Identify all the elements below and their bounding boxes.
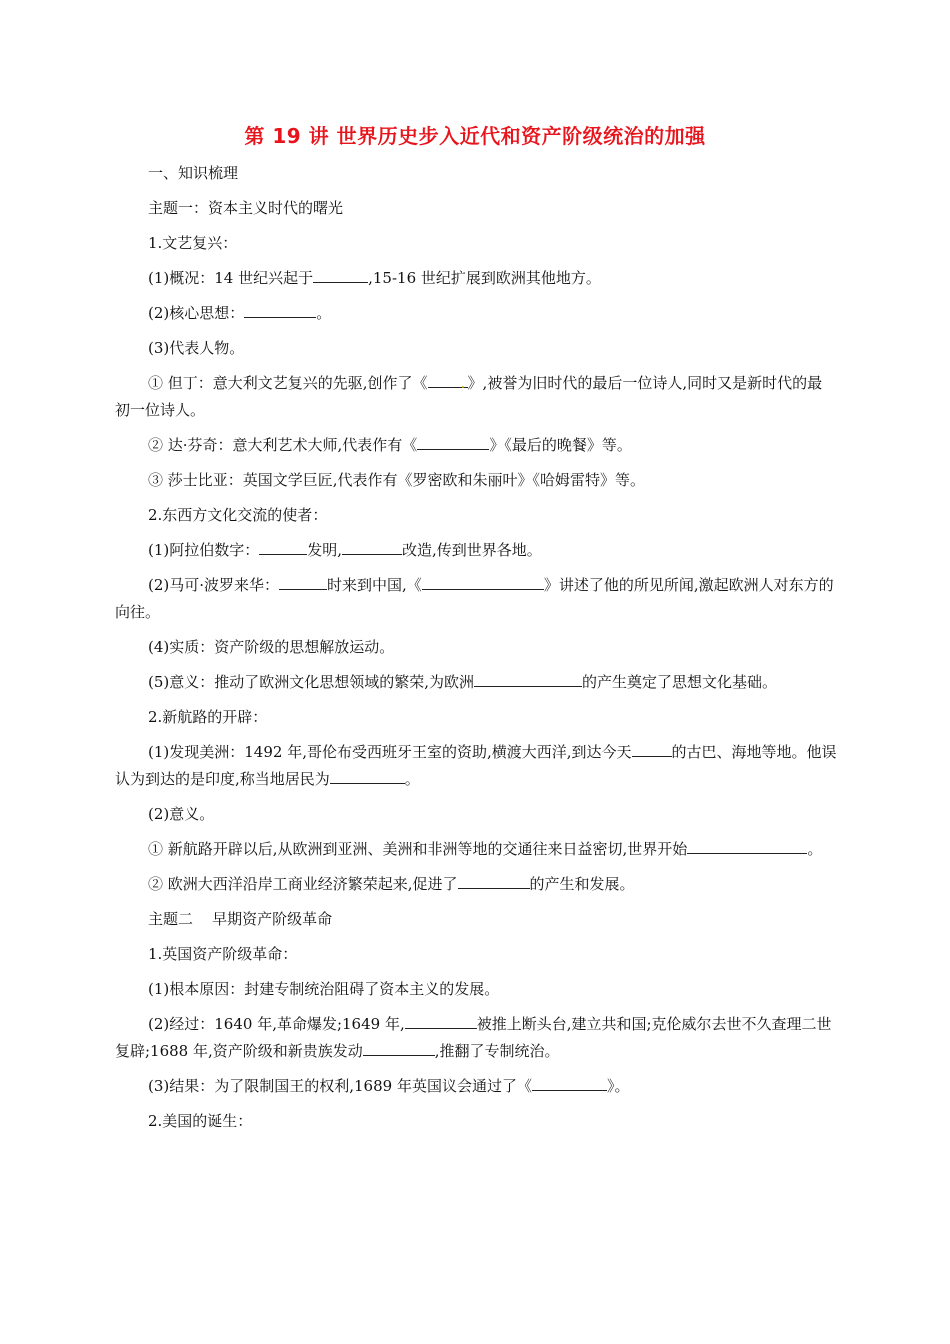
text: ② 达·芬奇：意大利艺术大师,代表作有《 — [148, 436, 418, 454]
text: 的产生奠定了思想文化基础。 — [582, 673, 778, 691]
paragraph — [115, 669, 837, 696]
topic-heading — [115, 906, 837, 933]
paragraph — [115, 1073, 837, 1100]
topic-heading — [115, 195, 837, 222]
paragraph — [115, 976, 837, 1003]
text: (4)实质：资产阶级的思想解放运动。 — [148, 638, 395, 656]
text: 》,被誉为旧时代的最后一位诗人,同时又是新时代的最初一位诗人。 — [115, 374, 823, 419]
blank-line[interactable] — [363, 1038, 435, 1056]
text: 。 — [404, 770, 420, 788]
text: ① 但丁：意大利文艺复兴的先驱,创作了《 — [148, 374, 428, 392]
text: (1)阿拉伯数字： — [148, 541, 260, 559]
blank-line[interactable] — [330, 766, 405, 784]
blank-line[interactable] — [632, 739, 672, 757]
blank-line[interactable] — [474, 669, 582, 687]
paragraph — [115, 836, 837, 863]
paragraph — [115, 801, 837, 828]
text: (2)意义。 — [148, 805, 215, 823]
text: 2.美国的诞生： — [148, 1112, 253, 1130]
blank-line[interactable] — [532, 1073, 607, 1091]
blank-line[interactable] — [458, 871, 530, 889]
text: 主题二 早期资产阶级革命 — [148, 910, 333, 928]
text: (2)经过：1640 年,革命爆发;1649 年, — [148, 1015, 405, 1033]
text: 》《最后的晚餐》等。 — [489, 436, 632, 454]
text: (1)发现美洲：1492 年,哥伦布受西班牙王室的资助,横渡大西洋,到达今天 — [148, 743, 632, 761]
paragraph — [115, 300, 837, 327]
paragraph — [115, 335, 837, 362]
text: 1.文艺复兴： — [148, 234, 238, 252]
text: ③ 莎士比亚：英国文学巨匠,代表作有《罗密欧和朱丽叶》《哈姆雷特》等。 — [148, 471, 646, 489]
blank-line[interactable] — [279, 572, 327, 590]
blank-line[interactable] — [687, 836, 767, 854]
text: (2)马可·波罗来华： — [148, 576, 280, 594]
text: 1.英国资产阶级革命： — [148, 945, 298, 963]
text: (3)结果：为了限制国王的权利,1689 年英国议会通过了《 — [148, 1077, 532, 1095]
document-body — [115, 160, 837, 1143]
text: 》。 — [606, 1077, 630, 1095]
text: 改造,传到世界各地。 — [402, 541, 542, 559]
text: 。 — [807, 840, 823, 858]
text: (1)概况：14 世纪兴起于 — [148, 269, 314, 287]
text: 的产生和发展。 — [529, 875, 635, 893]
text: 》讲述了他的所见所闻,激起欧洲人对东方的向往。 — [115, 576, 834, 621]
text: (3)代表人物。 — [148, 339, 245, 357]
text: ,推翻了专制统治。 — [434, 1042, 560, 1060]
paragraph — [115, 467, 837, 494]
text: 一、知识梳理 — [148, 164, 239, 182]
blank-line[interactable] — [428, 370, 468, 392]
paragraph — [115, 265, 837, 292]
text: 发明, — [307, 541, 343, 559]
mark-dot: . — [460, 374, 466, 392]
text: (1)根本原因：封建专制统治阻碍了资本主义的发展。 — [148, 980, 500, 998]
paragraph — [115, 432, 837, 459]
document-title: 第 19 讲 世界历史步入近代和资产阶级统治的加强 — [244, 124, 706, 148]
text: 的古巴、海地等地。他误认为到达的是印度,称当地居民为 — [115, 743, 837, 788]
paragraph — [115, 704, 837, 731]
blank-line[interactable] — [405, 1011, 477, 1029]
blank-line[interactable] — [417, 432, 489, 450]
paragraph — [115, 572, 837, 626]
text: 主题一：资本主义时代的曙光 — [148, 199, 344, 217]
blank-line[interactable] — [313, 265, 368, 283]
paragraph — [115, 941, 837, 968]
text: 被推上断头台,建立共和国;克伦威尔去世不久查理二世复辟;1688 年,资产阶级和新贵族发动 — [115, 1015, 832, 1060]
text: 时来到中国,《 — [327, 576, 422, 594]
text: 2.东西方文化交流的使者： — [148, 506, 328, 524]
blank-line[interactable] — [422, 572, 544, 590]
paragraph — [115, 502, 837, 529]
paragraph — [115, 370, 837, 424]
paragraph — [115, 634, 837, 661]
text: ① 新航路开辟以后,从欧洲到亚洲、美洲和非洲等地的交通往来日益密切,世界开始 — [148, 840, 688, 858]
text: (5)意义：推动了欧洲文化思想领域的繁荣,为欧洲 — [148, 673, 475, 691]
text: ② 欧洲大西洋沿岸工商业经济繁荣起来,促进了 — [148, 875, 458, 893]
blank-line[interactable] — [767, 836, 807, 854]
text: (2)核心思想： — [148, 304, 245, 322]
text: 。 — [316, 304, 332, 322]
text: ,15-16 世纪扩展到欧洲其他地方。 — [368, 269, 601, 287]
paragraph — [115, 871, 837, 898]
blank-line[interactable] — [259, 537, 307, 555]
section-heading — [115, 160, 837, 187]
blank-line[interactable] — [244, 300, 316, 318]
paragraph — [115, 1108, 837, 1135]
blank-line[interactable] — [342, 537, 402, 555]
paragraph — [115, 1011, 837, 1065]
paragraph — [115, 537, 837, 564]
text: 2.新航路的开辟： — [148, 708, 268, 726]
paragraph — [115, 739, 837, 793]
paragraph — [115, 230, 837, 257]
